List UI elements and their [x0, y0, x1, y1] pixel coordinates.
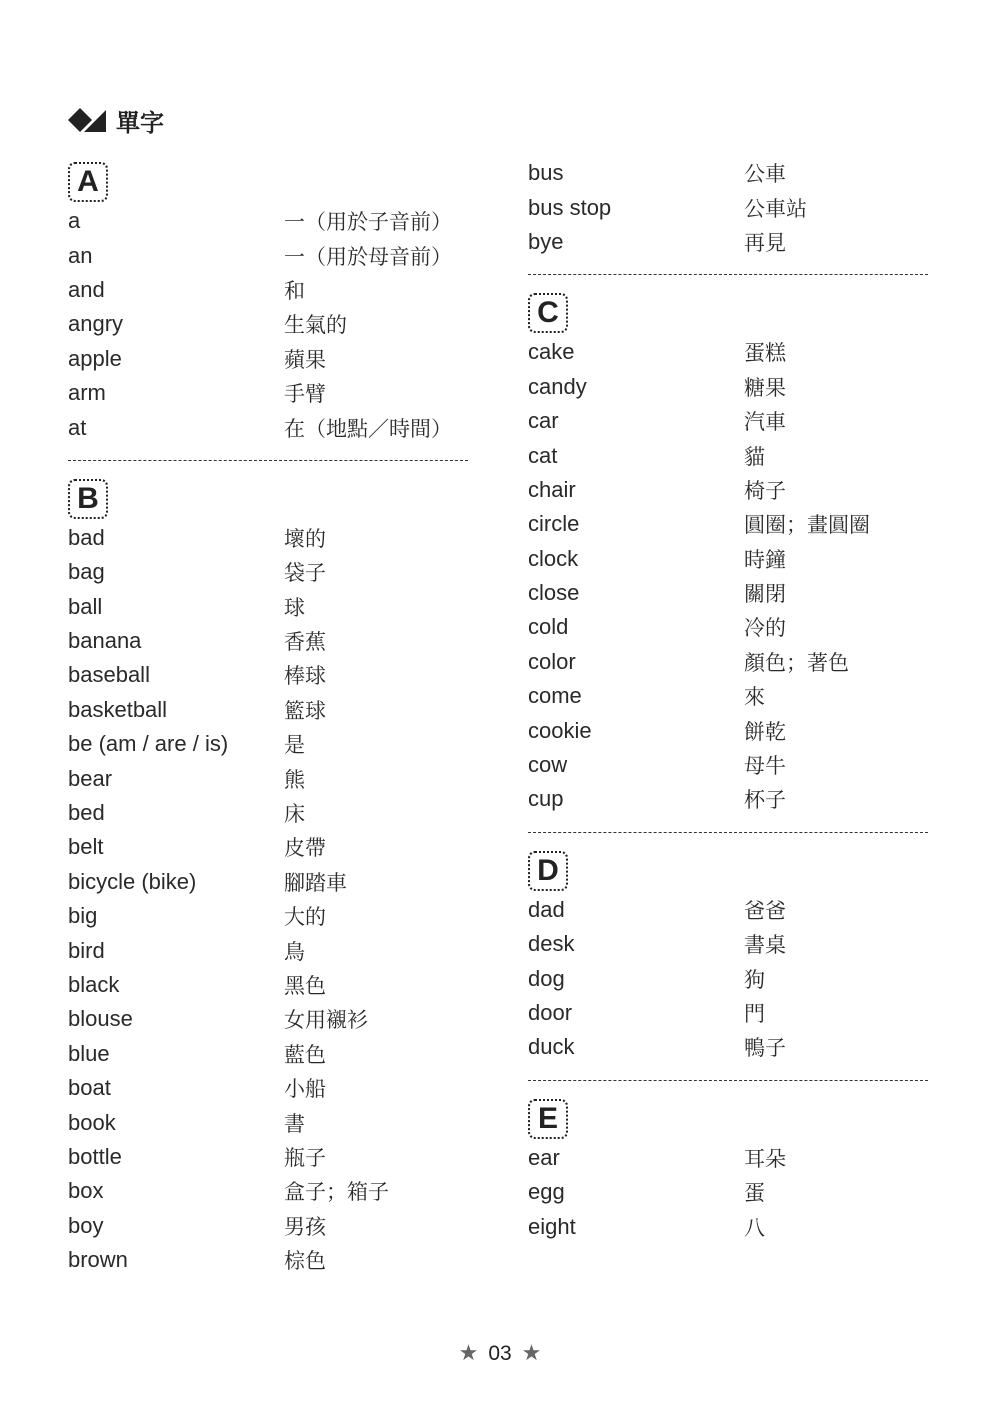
chinese-meaning: 是 — [284, 733, 305, 758]
chinese-meaning: 大的 — [284, 905, 326, 930]
chinese-meaning: 八 — [744, 1215, 765, 1240]
chinese-meaning: 一（用於母音前） — [284, 244, 452, 269]
chinese-meaning: 男孩 — [284, 1214, 326, 1239]
english-word: belt — [68, 834, 104, 860]
vocab-row — [68, 968, 468, 1002]
english-word: arm — [68, 380, 106, 406]
english-word: bye — [528, 228, 564, 254]
english-word: boat — [68, 1075, 111, 1101]
chinese-meaning: 熊 — [284, 767, 305, 792]
english-word: baseball — [68, 662, 150, 688]
english-word: cake — [528, 339, 575, 365]
chinese-meaning: 生氣的 — [284, 313, 347, 338]
english-word: dog — [528, 965, 565, 991]
english-word: color — [528, 648, 576, 674]
chinese-meaning: 瓶子 — [284, 1145, 326, 1170]
vocab-row — [68, 1002, 468, 1036]
vocab-row — [68, 342, 468, 376]
vocab-row — [68, 693, 468, 727]
vocab-row — [528, 335, 928, 369]
letter-heading: B — [68, 479, 108, 519]
english-word: desk — [528, 931, 575, 957]
english-word: clock — [528, 545, 579, 571]
vocab-row — [68, 761, 468, 795]
vocab-row — [68, 727, 468, 761]
chinese-meaning: 腳踏車 — [284, 870, 347, 895]
english-word: apple — [68, 345, 122, 371]
section-divider — [528, 1080, 928, 1081]
section-divider — [528, 274, 928, 275]
english-word: eight — [528, 1213, 576, 1239]
chinese-meaning: 餅乾 — [744, 719, 786, 744]
chinese-meaning: 鴨子 — [744, 1036, 786, 1061]
vocab-row — [528, 610, 928, 644]
vocab-row — [68, 410, 468, 444]
vocab-row — [528, 576, 928, 610]
chinese-meaning: 顏色；著色 — [744, 650, 849, 675]
chinese-meaning: 手臂 — [284, 382, 326, 407]
chinese-meaning: 蘋果 — [284, 347, 326, 372]
english-word: candy — [528, 373, 587, 399]
star-icon: ★ — [458, 1340, 479, 1365]
chinese-meaning: 圓圈；畫圓圈 — [744, 513, 870, 538]
vocab-row — [528, 1030, 928, 1064]
english-word: car — [528, 408, 559, 434]
chinese-meaning: 狗 — [744, 967, 765, 992]
vocab-row — [68, 1071, 468, 1105]
right-column — [528, 156, 928, 1244]
chinese-meaning: 女用襯衫 — [284, 1008, 368, 1033]
vocab-row — [528, 961, 928, 995]
chinese-meaning: 床 — [284, 802, 305, 827]
vocab-row — [68, 521, 468, 555]
chinese-meaning: 黑色 — [284, 974, 326, 998]
section-divider — [528, 832, 928, 833]
english-word: cat — [528, 442, 558, 468]
vocab-row — [68, 865, 468, 899]
chinese-meaning: 耳朵 — [744, 1146, 786, 1171]
vocab-row — [68, 1037, 468, 1071]
chinese-meaning: 球 — [284, 595, 305, 620]
vocab-row — [528, 645, 928, 679]
chinese-meaning: 小船 — [284, 1077, 326, 1102]
chinese-meaning: 椅子 — [744, 478, 786, 503]
chinese-meaning: 杯子 — [744, 788, 786, 813]
vocab-row — [68, 1243, 468, 1277]
vocab-row — [68, 1105, 468, 1139]
english-word: basketball — [68, 696, 168, 722]
english-word: blouse — [68, 1006, 133, 1032]
english-word: and — [68, 276, 105, 302]
vocab-row — [68, 273, 468, 307]
vocab-row — [528, 438, 928, 472]
vocab-row — [528, 156, 928, 190]
chinese-meaning: 籃球 — [284, 698, 326, 723]
chinese-meaning: 來 — [744, 685, 765, 710]
english-word: brown — [68, 1247, 128, 1273]
english-word: big — [68, 903, 98, 929]
vocab-row — [68, 238, 468, 272]
english-word: be (am / are / is) — [68, 731, 229, 757]
chinese-meaning: 皮帶 — [284, 836, 326, 861]
chinese-meaning: 香蕉 — [284, 630, 326, 655]
chinese-meaning: 棒球 — [284, 664, 326, 689]
english-word: bottle — [68, 1143, 122, 1169]
vocab-row — [528, 893, 928, 927]
chinese-meaning: 盒子；箱子 — [284, 1180, 389, 1205]
vocab-row — [528, 748, 928, 782]
english-word: box — [68, 1178, 104, 1204]
vocab-row — [528, 507, 928, 541]
english-word: bag — [68, 559, 105, 585]
vocab-row — [68, 1174, 468, 1208]
chinese-meaning: 壞的 — [284, 526, 326, 551]
vocab-row — [528, 1209, 928, 1243]
chinese-meaning: 糖果 — [744, 375, 786, 400]
chinese-meaning: 和 — [284, 278, 305, 303]
vocab-row — [528, 782, 928, 816]
letter-heading: D — [528, 851, 568, 891]
chinese-meaning: 棕色 — [284, 1249, 326, 1274]
vocab-row — [68, 933, 468, 967]
english-word: ball — [68, 593, 103, 619]
english-word: bus stop — [528, 194, 612, 220]
vocab-row — [68, 376, 468, 410]
english-word: a — [68, 208, 81, 234]
english-word: angry — [68, 311, 124, 337]
english-word: circle — [528, 511, 580, 537]
letter-heading: A — [68, 162, 108, 202]
english-word: bed — [68, 800, 105, 826]
letter-heading: E — [528, 1099, 568, 1139]
english-word: banana — [68, 628, 142, 654]
vocab-row — [528, 927, 928, 961]
vocab-row — [68, 204, 468, 238]
vocab-row — [528, 370, 928, 404]
chinese-meaning: 書 — [284, 1111, 305, 1136]
section-title: 單字 — [116, 108, 164, 137]
chinese-meaning: 關閉 — [744, 582, 786, 607]
vocab-row — [528, 996, 928, 1030]
vocab-row — [68, 1209, 468, 1243]
chinese-meaning: 書桌 — [744, 933, 786, 958]
chinese-meaning: 蛋 — [744, 1181, 765, 1206]
vocab-row — [528, 1175, 928, 1209]
vocab-row — [528, 679, 928, 713]
english-word: bird — [68, 937, 105, 963]
english-word: close — [528, 580, 580, 606]
english-word: egg — [528, 1179, 565, 1205]
chinese-meaning: 時鐘 — [744, 547, 786, 572]
vocab-row — [68, 830, 468, 864]
letter-heading: C — [528, 293, 568, 333]
english-word: bear — [68, 765, 113, 791]
english-word: duck — [528, 1034, 575, 1060]
english-word: bus — [528, 160, 564, 186]
chinese-meaning: 門 — [744, 1002, 765, 1026]
chinese-meaning: 汽車 — [744, 410, 786, 435]
chinese-meaning: 再見 — [744, 230, 786, 255]
chinese-meaning: 爸爸 — [744, 898, 786, 923]
english-word: bad — [68, 524, 105, 550]
english-word: cup — [528, 786, 564, 812]
page-footer — [0, 1340, 1000, 1366]
vocab-row — [528, 190, 928, 224]
chinese-meaning: 在（地點／時間） — [284, 416, 452, 441]
vocab-row — [528, 473, 928, 507]
chinese-meaning: 公車站 — [744, 196, 807, 221]
chinese-meaning: 母牛 — [744, 754, 786, 779]
english-word: blue — [68, 1040, 110, 1066]
english-word: book — [68, 1109, 116, 1135]
chinese-meaning: 袋子 — [284, 561, 326, 586]
chinese-meaning: 公車 — [744, 162, 786, 187]
diamond-triangle-icon — [68, 108, 108, 132]
chinese-meaning: 蛋糕 — [744, 341, 786, 366]
vocab-row — [528, 225, 928, 259]
chinese-meaning: 貓 — [744, 444, 765, 469]
vocab-row — [528, 1141, 928, 1175]
chinese-meaning: 鳥 — [284, 939, 305, 964]
vocab-row — [68, 555, 468, 589]
vocab-row — [528, 542, 928, 576]
vocab-row — [68, 899, 468, 933]
section-header — [68, 104, 164, 136]
vocab-row — [68, 590, 468, 624]
vocab-row — [68, 796, 468, 830]
english-word: cookie — [528, 717, 592, 743]
vocab-row — [68, 658, 468, 692]
english-word: cow — [528, 752, 568, 778]
english-word: black — [68, 972, 120, 997]
english-word: an — [68, 242, 93, 268]
chinese-meaning: 一（用於子音前） — [284, 210, 452, 235]
star-icon: ★ — [521, 1340, 542, 1365]
english-word: at — [68, 414, 87, 440]
chinese-meaning: 冷的 — [744, 616, 786, 641]
vocab-row — [68, 624, 468, 658]
chinese-meaning: 藍色 — [284, 1042, 326, 1067]
english-word: cold — [528, 614, 569, 640]
vocab-row — [528, 404, 928, 438]
vocab-row — [528, 713, 928, 747]
english-word: chair — [528, 476, 576, 502]
english-word: dad — [528, 896, 565, 922]
english-word: door — [528, 1000, 573, 1025]
english-word: come — [528, 683, 582, 709]
section-divider — [68, 460, 468, 461]
english-word: ear — [528, 1144, 560, 1170]
page-number: 03 — [488, 1342, 512, 1365]
left-column — [68, 156, 468, 1277]
vocab-row — [68, 1140, 468, 1174]
english-word: boy — [68, 1212, 104, 1238]
english-word: bicycle (bike) — [68, 868, 197, 894]
vocab-row — [68, 307, 468, 341]
